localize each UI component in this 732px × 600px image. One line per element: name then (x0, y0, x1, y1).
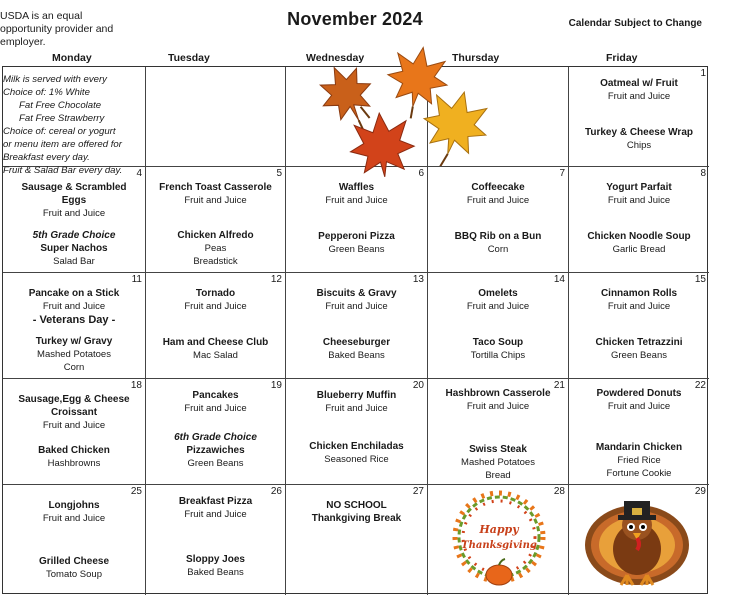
lunch-side: Tomato Soup (46, 569, 102, 580)
breakfast-item: Coffeecake (471, 182, 525, 193)
day-number: 13 (412, 274, 424, 285)
lunch-item: Cheeseburger (322, 337, 391, 348)
calendar-cell-day-1 (569, 67, 709, 167)
milk-note-line: Milk is served with every (3, 74, 107, 85)
calendar-cell-day-20 (286, 379, 428, 485)
day-number: 29 (694, 486, 706, 497)
lunch-item: BBQ Rib on a Bun (454, 231, 542, 242)
breakfast-item: Biscuits & Gravy (316, 288, 397, 299)
lunch-item: Sloppy Joes (186, 554, 245, 565)
day-number: 5 (276, 168, 282, 179)
calendar-cell-day-14 (428, 273, 569, 379)
breakfast-item: Powdered Donuts (596, 388, 682, 399)
day-number: 18 (130, 380, 142, 391)
lunch-side: Green Beans (328, 244, 385, 255)
grade-choice-label: 5th Grade Choice (32, 230, 116, 241)
breakfast-side: Fruit and Juice (184, 403, 247, 414)
lunch-side: Tortilla Chips (470, 350, 526, 361)
wreath-happy-text: Happy (479, 523, 519, 536)
lunch-side: Hashbrowns (47, 458, 101, 469)
calendar-cell-day-12 (146, 273, 286, 379)
lunch-side: Baked Beans (187, 567, 244, 578)
lunch-side: Breadstick (193, 256, 238, 267)
day-number: 25 (130, 486, 142, 497)
calendar-cell-empty (428, 67, 569, 167)
lunch-side: Baked Beans (328, 350, 385, 361)
lunch-item: Swiss Steak (469, 444, 527, 455)
lunch-side: Mac Salad (193, 350, 238, 361)
lunch-side: Seasoned Rice (324, 454, 389, 465)
calendar-cell-day-28 (428, 485, 569, 595)
lunch-item: Mandarin Chicken (595, 442, 683, 453)
day-number: 6 (418, 168, 424, 179)
calendar-cell-day-13 (286, 273, 428, 379)
lunch-item: Turkey & Cheese Wrap (584, 127, 693, 138)
lunch-item: Chicken Alfredo (177, 230, 254, 241)
calendar-cell-day-6 (286, 167, 428, 273)
lunch-item: Chicken Tetrazzini (595, 337, 683, 348)
lunch-side: Green Beans (187, 458, 244, 469)
breakfast-item: Blueberry Muffin (316, 390, 397, 401)
day-number: 21 (553, 380, 565, 391)
breakfast-side: Fruit and Juice (184, 509, 247, 520)
calendar-cell-day-18 (3, 379, 146, 485)
breakfast-side: Fruit and Juice (325, 403, 388, 414)
day-number: 7 (559, 168, 565, 179)
breakfast-side: Fruit and Juice (466, 301, 530, 312)
lunch-side: Fortune Cookie (606, 468, 672, 479)
calendar-cell-day-26 (146, 485, 286, 595)
break-label: Thankgiving Break (311, 513, 402, 524)
day-number: 8 (700, 168, 706, 179)
breakfast-side: Fruit and Juice (466, 195, 530, 206)
lunch-item: Ham and Cheese Club (162, 337, 269, 348)
calendar-cell-day-15 (569, 273, 709, 379)
lunch-side: Corn (63, 362, 85, 373)
page-title: November 2024 (287, 9, 423, 29)
lunch-item: Pepperoni Pizza (318, 231, 395, 242)
lunch-side: Chips (626, 140, 652, 151)
calendar-cell-day-21 (428, 379, 569, 485)
calendar-cell-day-7 (428, 167, 569, 273)
day-header-friday: Friday (606, 52, 638, 64)
lunch-item: Chicken Noodle Soup (587, 231, 691, 242)
day-number: 20 (412, 380, 424, 391)
breakfast-item: Tornado (195, 288, 236, 299)
lunch-side: Salad Bar (53, 256, 95, 267)
day-header-wednesday: Wednesday (306, 52, 365, 64)
calendar-cell-day-29 (569, 485, 709, 595)
day-number: 1 (700, 68, 706, 79)
lunch-item: Turkey w/ Gravy (35, 336, 113, 347)
lunch-side: Mashed Potatoes (37, 349, 111, 360)
day-number: 11 (131, 274, 142, 285)
breakfast-side: Fruit and Juice (42, 513, 106, 524)
calendar-grid (2, 66, 708, 594)
breakfast-item: French Toast Casserole (159, 182, 272, 193)
usda-line-1: USDA is an equal (0, 10, 83, 22)
breakfast-item: Sausage & Scrambled (21, 182, 127, 193)
breakfast-side: Fruit and Juice (184, 195, 247, 206)
turkey-pilgrim-icon (577, 487, 697, 591)
wreath-thanksgiving-text: Thanksgiving (461, 540, 537, 551)
lunch-side: Fried Rice (617, 455, 661, 466)
milk-note-line: Choice of: cereal or yogurt (3, 126, 116, 137)
breakfast-side: Fruit and Juice (325, 195, 388, 206)
calendar-cell-day-11 (3, 273, 146, 379)
lunch-side: Green Beans (611, 350, 667, 361)
milk-note-line: Fruit & Salad Bar every day. (3, 165, 123, 176)
breakfast-item: Cinnamon Rolls (600, 288, 678, 299)
breakfast-side: Fruit and Juice (42, 301, 106, 312)
day-header-monday: Monday (52, 52, 92, 64)
day-number: 22 (694, 380, 706, 391)
calendar-cell-day-4 (3, 167, 146, 273)
breakfast-item: Longjohns (48, 500, 100, 511)
usda-line-3: employer. (0, 36, 46, 48)
breakfast-item: Croissant (50, 407, 98, 418)
breakfast-item: Omelets (478, 288, 518, 299)
milk-note-line: Breakfast every day. (3, 152, 90, 163)
day-number: 15 (694, 274, 706, 285)
breakfast-side: Fruit and Juice (607, 195, 671, 206)
breakfast-item: Eggs (61, 195, 87, 206)
calendar-cell-day-22 (569, 379, 709, 485)
calendar-cell-day-5 (146, 167, 286, 273)
change-notice: Calendar Subject to Change (568, 18, 702, 29)
milk-note-line: Choice of: 1% White (3, 87, 90, 98)
lunch-side: Corn (487, 244, 509, 255)
usda-statement (0, 10, 150, 49)
breakfast-side: Fruit and Juice (607, 401, 671, 412)
milk-note-line: Fat Free Strawberry (19, 113, 105, 124)
no-school-label: NO SCHOOL (326, 500, 387, 511)
breakfast-side: Fruit and Juice (325, 301, 388, 312)
breakfast-item: Waffles (338, 182, 375, 193)
lunch-item: Super Nachos (40, 243, 108, 254)
calendar-cell-empty (146, 67, 286, 167)
day-number: 4 (136, 168, 142, 179)
day-number: 26 (270, 486, 282, 497)
breakfast-item: Pancake on a Stick (28, 288, 120, 299)
day-number: 14 (553, 274, 565, 285)
breakfast-side: Fruit and Juice (42, 208, 106, 219)
lunch-item: Pizzawiches (186, 445, 245, 456)
calendar-cell-day-27 (286, 485, 428, 595)
day-header-thursday: Thursday (452, 52, 500, 64)
milk-note-cell (3, 67, 146, 176)
day-header-tuesday: Tuesday (168, 52, 210, 64)
lunch-side: Bread (485, 470, 511, 481)
milk-note-line: Fat Free Chocolate (19, 100, 102, 111)
breakfast-item: Yogurt Parfait (606, 182, 672, 193)
breakfast-side: Fruit and Juice (607, 301, 671, 312)
lunch-item: Baked Chicken (38, 445, 110, 456)
breakfast-side: Fruit and Juice (42, 420, 106, 431)
veterans-day-label: - Veterans Day - (32, 314, 116, 326)
breakfast-side: Fruit and Juice (184, 301, 247, 312)
day-number: 19 (270, 380, 282, 391)
day-number: 28 (553, 486, 565, 497)
calendar-cell-day-19 (146, 379, 286, 485)
lunch-side: Garlic Bread (612, 244, 666, 255)
calendar-cell-day-8 (569, 167, 709, 273)
lunch-side: Mashed Potatoes (461, 457, 535, 468)
lunch-side: Peas (204, 243, 227, 254)
breakfast-item: Oatmeal w/ Fruit (600, 78, 678, 89)
breakfast-item: Sausage,Egg & Cheese (18, 394, 130, 405)
day-number: 27 (412, 486, 424, 497)
breakfast-item: Pancakes (192, 390, 239, 401)
breakfast-item: Breakfast Pizza (178, 496, 253, 507)
day-number: 12 (270, 274, 282, 285)
milk-note-line: or menu item are offered for (3, 139, 122, 150)
calendar-cell-day-25 (3, 485, 146, 595)
breakfast-side: Fruit and Juice (466, 401, 530, 412)
thanksgiving-wreath-icon (444, 487, 554, 591)
lunch-item: Chicken Enchiladas (309, 441, 404, 452)
lunch-item: Grilled Cheese (38, 556, 110, 567)
milk-note (3, 67, 145, 177)
breakfast-item: Hashbrown Casserole (445, 388, 551, 399)
lunch-item: Taco Soup (472, 337, 524, 348)
breakfast-side: Fruit and Juice (607, 91, 671, 102)
usda-line-2: opportunity provider and (0, 23, 114, 35)
grade-choice-label: 6th Grade Choice (174, 432, 257, 443)
calendar-cell-leaves (286, 67, 428, 167)
